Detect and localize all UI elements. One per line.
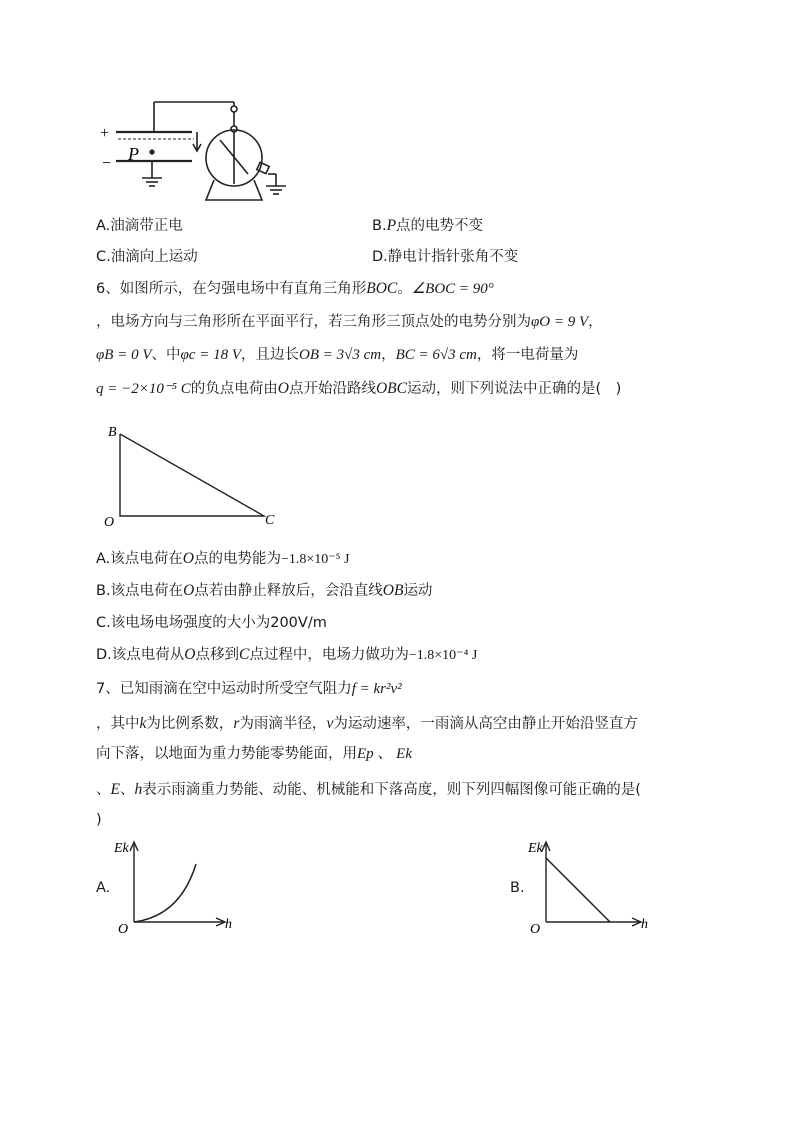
- q7-line-2: ，其中k为比例系数，r为雨滴半径，v为运动速率，一雨滴从高空由静止开始沿竖直方: [96, 715, 638, 732]
- q6-line-1: 6、如图所示，在匀强电场中有直角三角形BOC。∠BOC = 90°: [96, 280, 494, 297]
- capacitor-electrometer-figure: [96, 96, 296, 208]
- graph-b-label: B.: [510, 880, 525, 896]
- graph-a-y-label: Ek: [114, 841, 129, 856]
- q7-line-1: 7、已知雨滴在空中运动时所受空气阻力f = kr²v²: [96, 681, 402, 697]
- point-p-label: P: [128, 144, 139, 164]
- graph-a: [112, 836, 240, 936]
- graph-a-label: A.: [96, 880, 111, 896]
- q5-option-c: C.油滴向上运动: [96, 249, 198, 265]
- q6-option-a: A.该点电荷在O点的电势能为−1.8×10⁻⁵ J: [96, 550, 350, 567]
- q6-line-3: φB = 0 V、中φc = 18 V，且边长OB = 3√3 cm，BC = 6√3 cm，将一电荷量为: [96, 347, 579, 363]
- triangle-boc-figure: [100, 420, 290, 532]
- vertex-c-label: C: [265, 513, 275, 528]
- q6-line-4: q = −2×10⁻⁵ C的负点电荷由O点开始沿路线OBC运动，则下列说法中正确的是( ): [96, 380, 622, 397]
- minus-sign: −: [102, 155, 112, 172]
- q5-option-b: B.P点的电势不变: [372, 217, 484, 234]
- graph-b-x-label: h: [641, 917, 648, 932]
- q6-option-b: B.该点电荷在O点若由静止释放后，会沿直线OB运动: [96, 582, 433, 599]
- oil-drop-dot: [149, 149, 154, 154]
- q5-option-d: D.静电计指针张角不变: [372, 249, 519, 265]
- graph-b-origin: O: [530, 922, 541, 936]
- q7-line-5: ): [96, 812, 102, 828]
- q6-option-d: D.该点电荷从O点移到C点过程中，电场力做功为−1.8×10⁻⁴ J: [96, 646, 478, 663]
- q6-line-2: ，电场方向与三角形所在平面平行，若三角形三顶点处的电势分别为φO = 9 V，: [96, 314, 603, 330]
- q6-option-c: C.该电场电场强度的大小为200V/m: [96, 615, 327, 631]
- graph-b: [526, 836, 656, 936]
- q5-option-a: A.油滴带正电: [96, 218, 183, 234]
- q7-line-4: 、E、h表示雨滴重力势能、动能、机械能和下落高度，则下列四幅图像可能正确的是(: [96, 781, 641, 798]
- vertex-o-label: O: [104, 515, 115, 530]
- graph-a-x-label: h: [225, 917, 232, 932]
- q7-line-3: 向下落，以地面为重力势能零势能面，用Ep 、 Ek: [96, 746, 412, 762]
- plus-sign: +: [100, 125, 110, 142]
- graph-a-origin: O: [118, 922, 129, 936]
- vertex-b-label: B: [108, 425, 117, 440]
- graph-b-y-label: Ek: [528, 841, 543, 856]
